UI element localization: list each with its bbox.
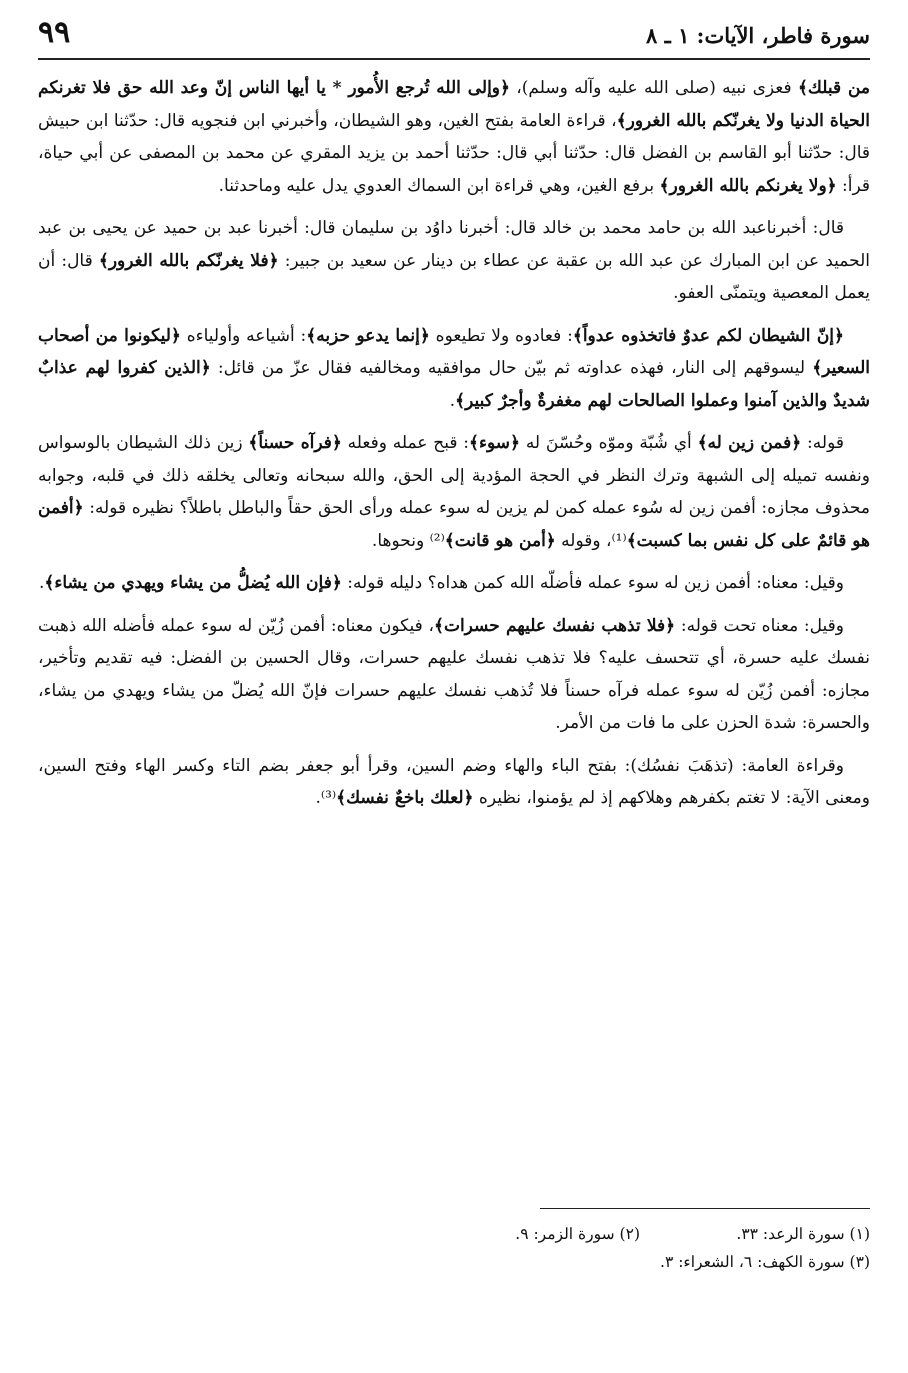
page-number: ٩٩ [38,15,71,50]
commentary-text: . [449,390,456,411]
paragraph [38,567,870,600]
paragraph [38,427,870,557]
header-rule [38,58,870,60]
quran-quote: ﴿فلا يغرنّكم بالله الغرور﴾ [98,250,279,271]
running-title: سورة فاطر، الآيات: ١ ـ ٨ [646,23,870,48]
commentary-text: وقراءة العامة: (تذهَبَ نفسُك): بفتح الباء والهاء وضم السين، وقرأ أبو جعفر بضم التاء وكسر الهاء وفتح السين، ومعنى الآية: لا تغتم بكفرهم وهلاكهم إذ لم يؤمنوا، نظيره [38,755,870,808]
quran-quote: من قبلك﴾ [797,78,870,98]
quran-quote: ﴿أفمن هو قائمٌ على كل نفس بما كسبت﴾ [38,498,870,551]
commentary-text: . [39,573,45,593]
footnote-2: (٢) سورة الزمر: ٩. [515,1225,640,1243]
commentary-text: : قبح عمله وفعله [341,433,470,453]
commentary-text: : فعادوه ولا تطيعوه [429,325,573,346]
quran-quote: ﴿أمن هو قانت﴾ [444,530,556,551]
footnote-row [38,1248,870,1276]
paragraph [38,610,870,740]
commentary-text: برفع الغين، وهي قراءة ابن السماك العدوي يدل عليه وماحدثنا. [218,175,660,196]
quran-quote: ﴿فرآه حسناً﴾ [248,433,342,453]
quran-quote: ﴿لعلك باخعٌ نفسك﴾ [336,788,474,808]
commentary-text: زين ذلك الشيطان بالوسواس ونفسه تميله إلى الشبهة وترك النظر في الحجة المؤدية إلى الحق، والله سبحانه وتعالى يخلقه ذلك في قلبه، وجوابه محذوف مجازه: أفمن زين له سُوء عمله كمن لم يزين له سوء عمله ورأى الحق حقاً والباطل باطلاً؟ نظيره قوله: [38,433,870,518]
commentary-text: قوله: [801,433,844,453]
commentary-text: قال: أخبرناعبد الله بن حامد محمد بن خالد قال: أخبرنا داوُد بن سليمان قال: أخبرنا عبد بن حميد عن يحيى بن عبد الحميد عن ابن المبارك عن عبد الله بن عقبة عن عطاء بن دينار عن سعيد بن جبير: [38,218,871,271]
quran-quote: ﴿ليكونوا من أصحاب السعير﴾ [38,325,871,378]
quran-quote: ﴿إنما يدعو حزبه﴾ [306,325,430,346]
quran-quote: ﴿سوء﴾ [469,433,520,453]
quran-quote: ﴿وإلى الله تُرجع الأُمور * يا أيها الناس إنّ وعد الله حق فلا تغرنكم الحياة الدنيا ولا يغرنّكم بالله الغرور﴾ [38,78,870,131]
commentary-text: وقيل: معناه تحت قوله: [675,615,844,636]
commentary-text: قال: أن يعمل المعصية ويتمنّى العفو. [38,250,870,303]
commentary-text: وقيل: معناه: أفمن زين له سوء عمله فأضلّه الله كمن هداه؟ دليله قوله: [341,573,844,593]
quran-quote: ﴿ولا يغرنكم بالله الغرور﴾ [659,175,837,196]
paragraph [38,750,870,815]
footnote-1: (١) سورة الرعد: ٣٣. [736,1225,870,1243]
paragraph [38,72,870,202]
quran-quote: ﴿فإن الله يُضلُّ من يشاء ويهدي من يشاء﴾ [44,573,342,593]
footnote-3: (٣) سورة الكهف: ٦، الشعراء: ٣. [660,1253,870,1271]
commentary-text: ، قراءة العامة بفتح الغين، وهو الشيطان، وأخبرني ابن فنجويه قال: حدّثنا ابن حبيش قال: حدّثنا أبو القاسم بن الفضل قال: حدّثنا أبي قال: حدّثنا أحمد بن يزيد المقري عن محمد بن المصفى عن أبي حياة، قرأ: [38,110,870,196]
commentary-text: : أشياعه وأولياءه [180,325,307,346]
paragraph [38,212,870,310]
quran-quote: ﴿فلا تذهب نفسك عليهم حسرات﴾ [433,615,676,636]
footnote-row [38,1220,870,1248]
paragraph [38,320,870,418]
quran-quote: ﴿الذين كفروا لهم عذابٌ شديدٌ والذين آمنوا وعملوا الصالحات لهم مغفرةٌ وأجرٌ كبير﴾ [38,358,870,411]
quran-quote: ﴿إنّ الشيطان لكم عدوٌ فاتخذوه عدواً﴾ [572,325,844,346]
quran-quote: ﴿فمن زين له﴾ [697,433,802,453]
commentary-text: فعزى نبيه (صلى الله عليه وآله وسلم)، [509,78,798,98]
footnotes [38,1220,870,1276]
main-text [38,72,870,825]
commentary-text: ⁽¹⁾، وقوله [555,530,627,551]
commentary-text: ، فيكون معناه: أفمن زُيّن له سوء عمله فأضله الله ذهبت نفسك عليه حسرة، أي تتحسف عليه؟ فلا تذهب نفسك عليهم حسرات، وقال الحسين بن الفضل: فيه تقديم وتأخير، مجازه: أفمن زُيّن له سوء عمله فرآه حسناً فلا تُذهب نفسك عليهم حسرات فإنّ الله يُضلّ من يشاء ويهدي من يشاء، والحسرة: شدة الحزن على ما فات من الأمر. [38,615,870,733]
commentary-text: ⁽²⁾ ونحوها. [371,530,445,551]
page-header [38,14,870,48]
commentary-text: ⁽³⁾. [315,788,337,808]
commentary-text: أي شُبّة وموّه وحُسّنَ له [520,433,698,453]
footnote-rule [540,1208,870,1209]
commentary-text: ليسوقهم إلى النار، فهذه عداوته ثم بيّن حال موافقيه ومخالفيه فقال عزّ من قائل: [210,358,813,378]
